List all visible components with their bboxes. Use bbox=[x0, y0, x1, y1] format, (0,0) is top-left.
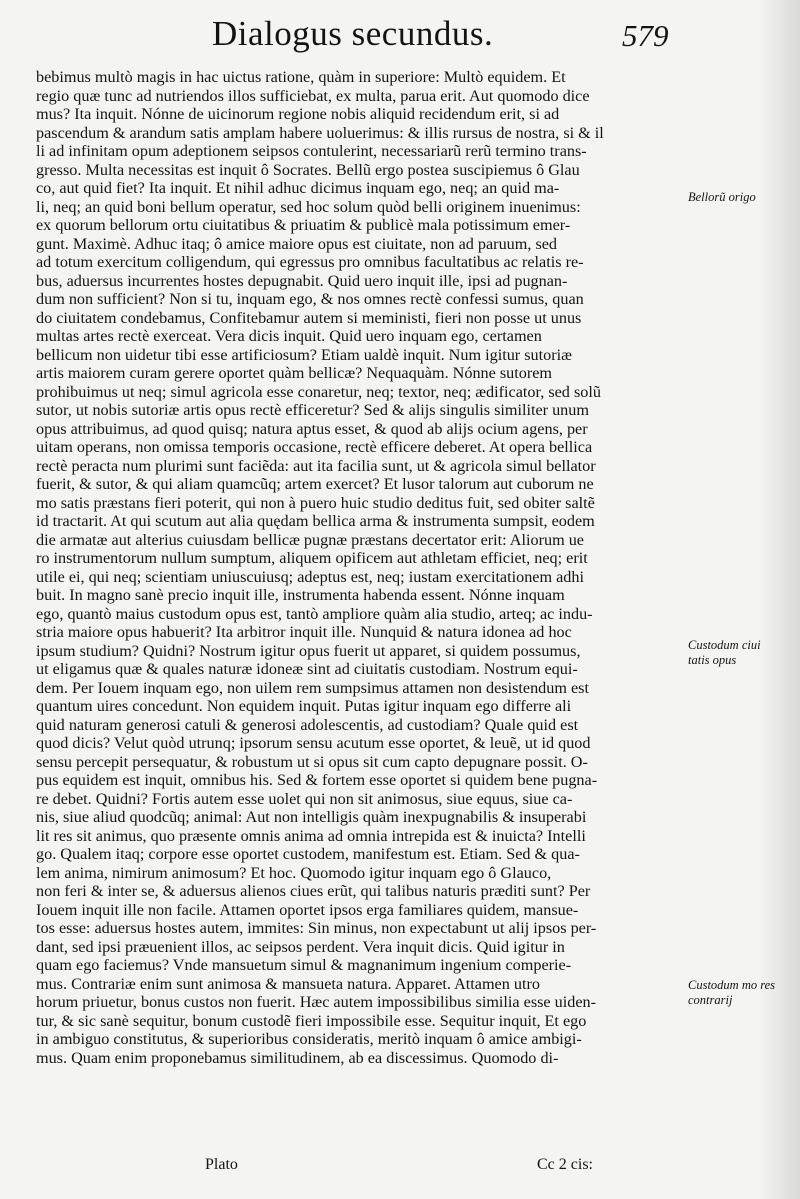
text-line: utile ei, qui neq; scientiam uniuscuiusq; adeptus est, neq; iustam exercitationem adhi bbox=[36, 567, 584, 586]
text-line: die armatæ aut alterius cuiusdam bellicæ pugnæ præstans decertator erit: Aliorum ue bbox=[36, 530, 584, 549]
text-line: mo satis præstans fieri poterit, qui non à puero huic studio deditus fuit, sed obiter saltẽ bbox=[36, 493, 595, 512]
text-line: Iouem inquit ille non facile. Attamen oportet ipsos erga familiares quidem, mansue- bbox=[36, 900, 579, 919]
running-head-title: Dialogus secundus. bbox=[212, 14, 494, 53]
text-line: do ciuitatem condebamus, Confitebamur autem si meministi, fieri non posse ut unus bbox=[36, 308, 582, 327]
text-line: bebimus multò magis in hac uictus ratione, quàm in superiore: Multò equidem. Et bbox=[36, 68, 566, 86]
text-line: re debet. Quidni? Fortis autem esse uolet qui non sit animosus, siue equus, siue ca- bbox=[36, 789, 573, 808]
text-line: opus attribuimus, ad quod quisq; natura aptus esset, & quod ab alijs ocium agens, per bbox=[36, 419, 588, 438]
page-number: 579 bbox=[622, 18, 669, 53]
text-line: tur, & sic sanè sequitur, bonum custodẽ fieri impossibile esse. Sequitur inquit, Et ego bbox=[36, 1011, 587, 1030]
text-line: li ad infinitam opum adeptionem seipsos contulerint, necessariarũ rerũ termino trans- bbox=[36, 142, 587, 160]
text-line: rectè peracta num plurimi sunt faciẽda: aut ita facilia sunt, ut & agricola simul bellator bbox=[36, 456, 596, 475]
margin-note-custodum-opus: Custodum ciui tatis opus bbox=[688, 638, 761, 667]
text-line: dum non sufficient? Non si tu, inquam ego, & nos omnes rectè confessi sumus, quan bbox=[36, 290, 584, 308]
text-line: bus, aduersus incurrentes hostes depugnabit. Quid uero inquit ille, ipsi ad pugnan- bbox=[36, 271, 568, 290]
text-line: ro instrumentorum nullum sumptum, aliquem opificem aut athletam efficiet, neq; erit bbox=[36, 549, 588, 567]
text-line: nis, siue aliud quodcũq; animal: Aut non intelligis quàm inexpugnabilis & insuperabi bbox=[36, 808, 587, 826]
text-line: dant, sed ipsi præuenient illos, ac seipsos perdent. Vera inquit dicis. Quid igitur in bbox=[36, 937, 565, 956]
margin-note-bellorum-origo: Bellorũ origo bbox=[688, 190, 756, 204]
text-line: mus. Contrariæ enim sunt animosa & mansueta natura. Apparet. Attamen utro bbox=[36, 974, 540, 993]
facing-page-shadow bbox=[760, 0, 800, 1199]
text-line: ex quorum bellorum ortu ciuitatibus & priuatim & publicè mala potissimum emer- bbox=[36, 216, 571, 234]
text-line: buit. In magno sanè precio inquit ille, instrumenta habenda essent. Nónne inquam bbox=[36, 586, 565, 604]
text-line: quod dicis? Velut quòd utrunq; ipsorum sensu acutum esse oportet, & leuẽ, ut id quod bbox=[36, 734, 591, 752]
text-line: pascendum & arandum satis amplam habere uoluerimus: & illis rursus de nostra, si & il bbox=[36, 123, 604, 142]
text-line: li, neq; an quid boni bellum operatur, sed hoc solum quòd belli originem inuenimus: bbox=[36, 197, 581, 216]
text-line: mus. Quam enim proponebamus similitudinem, ab ea discessimus. Quomodo di- bbox=[36, 1048, 559, 1067]
text-line: sensu percepit persequatur, & robustum ut si opus sit cum capto depugnare possit. O- bbox=[36, 752, 588, 771]
text-line: quid naturam generosi catuli & generosi adolescentis, ad custodiam? Quale quid est bbox=[36, 715, 579, 734]
text-line: ad totum exercitum colligendum, qui egressus pro omnibus facultatibus ac relatis re- bbox=[36, 253, 584, 271]
text-line: stria maiore opus habuerit? Ita arbitror inquit ille. Nunquid & natura idonea ad hoc bbox=[36, 623, 572, 641]
text-line: multas artes rectè exerceat. Vera dicis inquit. Quid uero inquam ego, certamen bbox=[36, 327, 542, 345]
text-line: tos esse: aduersus hostes autem, immites: Sin minus, non expectabunt ut alij ipsos per- bbox=[36, 919, 597, 937]
text-line: sutor, ut nobis sutoriæ artis opus rectè efficeretur? Sed & alijs singulis similiter unum bbox=[36, 401, 589, 419]
text-line: non feri & inter se, & aduersus alienos ciues erũt, qui talibus naturis præditi sunt? Per bbox=[36, 882, 591, 900]
text-line: mus? Ita inquit. Nónne de uicinorum regione nobis aliquid recidendum erit, si ad bbox=[36, 105, 560, 123]
text-line: fuerit, & sutor, & qui aliam quamcũq; artem exercet? Et lusor talorum aut cuborum ne bbox=[36, 475, 594, 493]
text-line: gunt. Maximè. Adhuc itaq; ô amice maiore opus est ciuitate, non ad paruum, sed bbox=[36, 234, 558, 253]
text-line: ego, quantò maius custodum opus est, tantò ampliore quàm alia studio, arteq; ac indu- bbox=[36, 604, 593, 623]
margin-note-custodum-mores: Custodum mo res contrarij bbox=[688, 978, 776, 1007]
text-line: gresso. Multa necessitas est inquit ô Socrates. Bellũ ergo postea suscipiemus ô Glau bbox=[36, 160, 580, 179]
text-line: pus equidem est inquit, omnibus his. Sed & fortem esse oportet si quidem bene pugna- bbox=[36, 771, 598, 789]
text-line: in ambiguo constitutus, & superioribus consideratis, meritò inquam ô amice ambigi- bbox=[36, 1030, 582, 1048]
text-line: id tractarit. At qui scutum aut alia quędam bellica arma & instrumenta sumpsit, eodem bbox=[36, 512, 595, 530]
text-line: co, aut quid fiet? Ita inquit. Et nihil adhuc dicimus inquam ego, neq; an quid ma- bbox=[36, 179, 560, 197]
text-line: prohibuimus ut neq; simul agricola esse conaretur, neq; textor, neq; ædificator, sed solũ bbox=[36, 382, 601, 401]
text-line: quantum uires concedunt. Non equidem inquit. Putas igitur inquam ego differre ali bbox=[36, 697, 572, 715]
text-line: ipsum studium? Quidni? Nostrum igitur opus fuerit ut apparet, si quidem possumus, bbox=[36, 641, 581, 660]
text-line: uitam operans, non omissa temporis occasione, rectè efficere deberet. At opera bellica bbox=[36, 438, 593, 456]
text-line: quam ego faciemus? Vnde mansuetum simul & magnanimum ingenium comperie- bbox=[36, 956, 572, 974]
footer-signature: Cc 2 cis: bbox=[537, 1156, 593, 1173]
text-line: horum priuetur, bonus custos non fuerit. Hæc autem impossibilibus similia esse uiden- bbox=[36, 993, 597, 1011]
main-text-block bbox=[36, 68, 683, 1067]
text-line: lit res sit animus, quo præsente omnis anima ad omnia intrepida est & inuicta? Intelli bbox=[36, 826, 586, 845]
text-line: bellicum non uidetur tibi esse artificiosum? Etiam ualdè inquit. Num igitur sutoriæ bbox=[36, 345, 572, 364]
text-line: regio quæ tunc ad nutriendos illos sufficiebat, ex multa, parua erit. Aut quomodo dice bbox=[36, 86, 590, 105]
text-line: go. Qualem itaq; corpore esse oportet custodem, manifestum est. Etiam. Sed & qua- bbox=[36, 845, 580, 863]
text-line: ut eligamus quæ & quales naturæ idoneæ sint ad ciuitatis custodiam. Nostrum equi- bbox=[36, 660, 578, 678]
footer-author: Plato bbox=[205, 1156, 238, 1173]
text-line: artis maiorem curam gerere oportet quàm bellicæ? Nequaquàm. Nónne sutorem bbox=[36, 364, 553, 382]
text-line: dem. Per Iouem inquam ego, non uilem rem sumpsimus attamen non desistendum est bbox=[36, 678, 589, 697]
text-line: lem anima, nimirum animosum? Et hoc. Quomodo igitur inquam ego ô Glauco, bbox=[36, 863, 552, 882]
